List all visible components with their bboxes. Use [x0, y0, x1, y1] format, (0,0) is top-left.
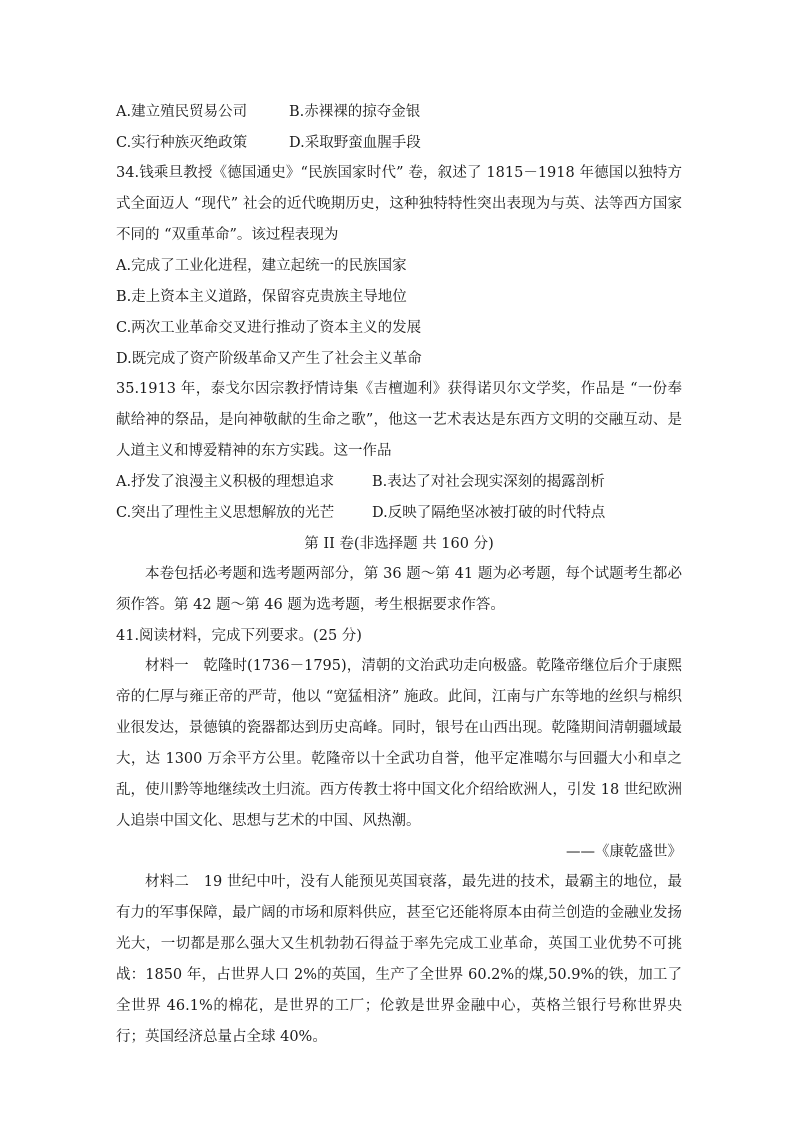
q34-option-d: D.既完成了资产阶级革命又产生了社会主义革命	[116, 351, 422, 367]
q41-source-1: ——《康乾盛世》	[566, 844, 682, 860]
q34-option-a: A.完成了工业化进程，建立起统一的民族国家	[116, 258, 407, 274]
q35-option-c: C.突出了理性主义思想解放的光芒	[116, 505, 335, 521]
q33-option-c: C.实行种族灭绝政策	[116, 135, 248, 151]
q34-stem: 34.钱乘旦教授《德国通史》“民族国家时代” 卷，叙述了 1815－1918 年德国以独特方式全面迈人 “现代” 社会的近代晚期历史，这种独特特性突出表现为与英、法等西方国家不同的 “双重革命”。该过程表现为	[116, 165, 682, 243]
q35-option-b: B.表达了对社会现实深刻的揭露剖析	[372, 474, 605, 490]
q33-option-b: B.赤裸裸的掠夺金银	[289, 104, 421, 120]
q41-material-2: 材料二 19 世纪中叶，没有人能预见英国衰落，最先进的技术，最霸主的地位，最有力的军事保障，最广阔的市场和原料供应，甚至它还能将原本由荷兰创造的金融业发扬光大，一切都是那么强大又生机勃勃石得益于率先完成工业革命，英国工业优势不可挑战：1850 年，占世界人口 2%的英国，生产了全世界 60.2%的煤,50.9%的铁，加工了全世界 46.1%的棉花，是世界的工厂；伦敦是世界金融中心，英格兰银行号称世界央行；英国经济总量占全球 40%。	[116, 874, 682, 1045]
q41-material-1: 材料一 乾隆时(1736－1795)，清朝的文治武功走向极盛。乾隆帝继位后介于康熙帝的仁厚与雍正帝的严苛，他以 “宽猛相济” 施政。此间，江南与广东等地的丝织与棉织业很发达，景德镇的瓷器都达到历史高峰。同时，银号在山西出现。乾隆期间清朝疆域最大，达 1300 万余平方公里。乾隆帝以十全武功自誉，他平定准噶尔与回疆大小和卓之乱，使川黔等地继续改土归流。西方传教士将中国文化介绍给欧洲人，引发 18 世纪欧洲人追崇中国文化、思想与艺术的中国、风热潮。	[116, 658, 682, 829]
q35-option-d: D.反映了隔绝坚冰被打破的时代特点	[372, 505, 606, 521]
q33-option-a: A.建立殖民贸易公司	[116, 104, 248, 120]
q41-stem: 41.阅读材料，完成下列要求。(25 分)	[116, 628, 362, 644]
section-2-intro: 本卷包括必考题和选考题两部分，第 36 题～第 41 题为必考题，每个试题考生都必须作答。第 42 题～第 46 题为选考题，考生根据要求作答。	[116, 566, 682, 613]
section-2-title: 第 II 卷(非选择题 共 160 分)	[304, 536, 494, 552]
q34-option-c: C.两次工业革命交叉进行推动了资本主义的发展	[116, 320, 422, 336]
q35-stem: 35.1913 年，泰戈尔因宗教抒情诗集《吉檀迦利》获得诺贝尔文学奖，作品是 “一份奉献给神的祭品，是向神敬献的生命之歌”，他这一艺术表达是东西方文明的交融互动、是人道主义和博爱精神的东方实践。这一作品	[116, 381, 682, 459]
q33-option-d: D.采取野蛮血腥手段	[289, 135, 421, 151]
q34-option-b: B.走上资本主义道路，保留容克贵族主导地位	[116, 289, 407, 305]
q35-option-a: A.抒发了浪漫主义积极的理想追求	[116, 474, 335, 490]
